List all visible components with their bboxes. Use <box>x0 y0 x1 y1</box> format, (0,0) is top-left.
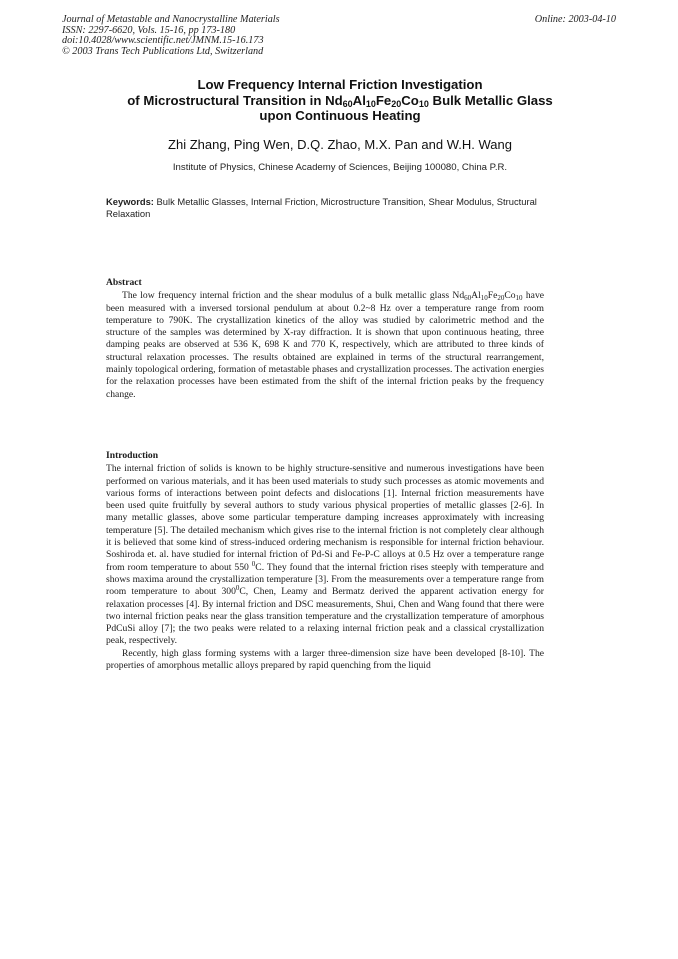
journal-doi[interactable]: doi:10.4028/www.scientific.net/JMNM.15-16.173 <box>62 35 264 47</box>
journal-name: Journal of Metastable and Nanocrystalline Materials <box>62 14 280 25</box>
keywords-text: Bulk Metallic Glasses, Internal Friction, Microstructure Transition, Shear Modulus, Structural Relaxation <box>106 196 537 219</box>
journal-copyright: © 2003 Trans Tech Publications Ltd, Switzerland <box>62 45 264 57</box>
introduction-heading: Introduction <box>106 450 159 461</box>
journal-header <box>62 15 382 57</box>
affiliation: Institute of Physics, Chinese Academy of Sciences, Beijing 100080, China P.R. <box>172 162 508 173</box>
paper-title <box>90 77 590 124</box>
abstract-section <box>106 277 544 401</box>
abstract-paragraph: The low frequency internal friction and the shear modulus of a bulk metallic glass $Nd_{60}Al_{10}Fe_{20}Co_{10}$ have been measured with a inversed torsional pendulum at about 0.2~8 Hz over a temperature range from room temperature to 790K. The crystallization kinetics of the alloy was studied by calorimetric method and the structure of the samples was determined by X-ray diffraction. It is shown that upon continuous heating, three damping peaks are observed at 536 K, 698 K and 770 K, respectively, which are attributed to three kinds of structural relaxation processes. The results obtained are explained in terms of the structural rearrangement, mainly topological ordering, formation of metastable phases and crystallization processes. The activation energies for the relaxation processes have been estimated from the shift of the internal friction peaks by the frequency change. <box>106 290 544 400</box>
introduction-section <box>106 450 544 672</box>
abstract-heading: Abstract <box>106 277 142 288</box>
keywords <box>106 196 566 220</box>
introduction-paragraph-2: Recently, high glass forming systems with a larger three-dimension size have been developed [8-10]. The properties of amorphous metallic alloys prepared by rapid quenching from the liquid <box>106 647 544 672</box>
title-line-3: upon Continuous Heating <box>259 108 421 124</box>
title-line-2: of Microstructural Transition in $Nd_{60}Al_{10}Fe_{20}Co_{10}$ Bulk Metallic Glass <box>127 92 553 109</box>
authors: Zhi Zhang, Ping Wen, D.Q. Zhao, M.X. Pan and W.H. Wang <box>168 137 512 152</box>
title-line-1: Low Frequency Internal Friction Investigation <box>197 77 483 92</box>
online-date: Online: 2003-04-10 <box>534 14 616 25</box>
journal-issn: ISSN: 2297-6620, Vols. 15-16, pp 173-180 <box>62 24 236 36</box>
introduction-paragraph-1: The internal friction of solids is known to be highly structure-sensitive and numerous investigations have been performed on various materials, and it has been used materials to study such processes as atomic movements and various forms of interactions between point defects and dislocations [1]. Internal friction measurements have been used quite fruitfully by several authors to study various physical properties of metallic glasses [2-6]. In many metallic glasses, above some particular temperature damping increases approximately with increasing temperature [5]. The detailed mechanism which gives rise to the internal friction is not completely clear although it is believed that some kind of stress-induced ordering mechanism is responsible for internal friction behaviour. Soshiroda et. al. have studied for internal friction of Pd-Si and Fe-P-C alloys at 0.5 Hz over a temperature range from room temperature to about 550 $^0$C. They found that the internal friction rises steeply with temperature and shows maxima around the crystallization temperature [3]. From the measurements over a temperature range from room temperature to about $300^0C$, Chen, Leamy and Bermatz derived the apparent activation energy for relaxation processes [4]. By internal friction and DSC measurements, Shui, Chen and Wang found that there were two internal friction peaks near the glass transition temperature and the crystallization temperature of amorphous PdCuSi alloy [7]; the two peaks were related to a relaxing internal friction peak and a classical crystallization peak, respectively. <box>106 463 544 647</box>
keywords-label: Keywords: <box>106 196 154 207</box>
